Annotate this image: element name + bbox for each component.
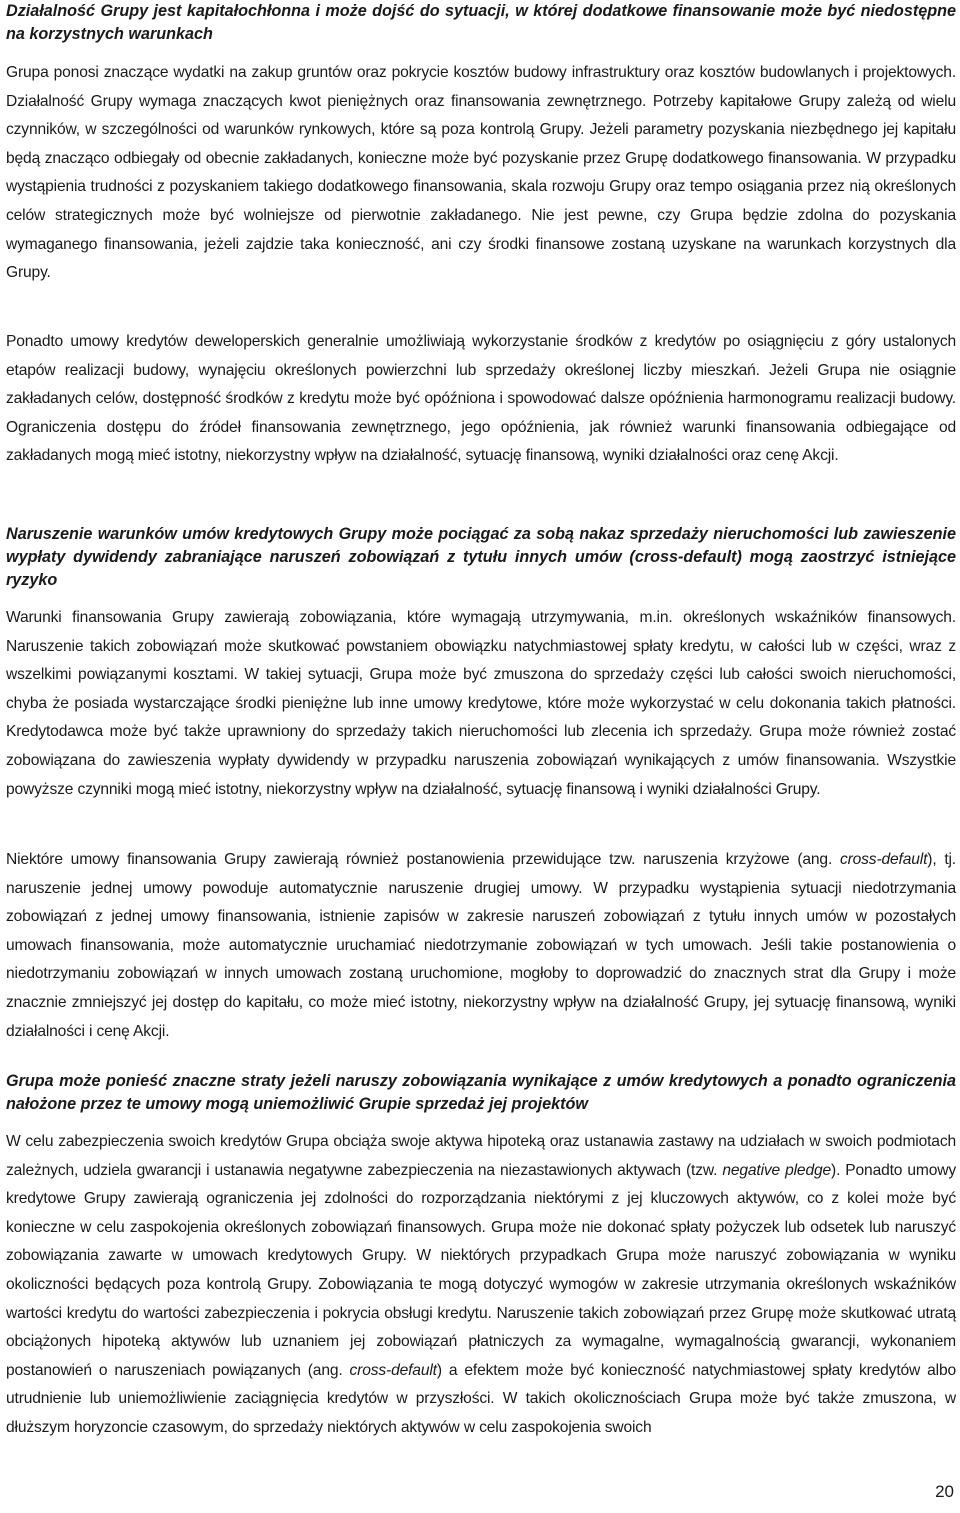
section-heading-losses-on-breach: Grupa może ponieść znaczne straty jeżeli naruszy zobowiązania wynikające z umów kredytowych a ponadto ograniczenia nałożone przez te umowy mogą uniemożliwić Grupie sprzedaż jej projektów — [6, 1072, 956, 1113]
text-run: Warunki finansowania Grupy zawierają zobowiązania, które wymagają utrzymywania, m.in. określonych wskaźników finansowych. Naruszenie takich zobowiązań może skutkować powstaniem obowiązku natychmiastowej spłaty kredytu, w całości lub w części, wraz z wszelkimi powiązanymi kosztami. W takiej sytuacji, Grupa może być zmuszona do sprzedaży części lub całości swoich nieruchomości, chyba że posiada wystarczające środki pieniężne lub inne umowy kredytowe, które może wykorzystać w celu dokonania takich płatności. Kredytodawca może być także uprawniony do sprzedaży takich nieruchomości lub zlecenia ich sprzedaży. Grupa może również zostać zobowiązana do zawieszenia wypłaty dywidendy w przypadku naruszenia zobowiązań wynikających z umów finansowania. Wszystkie powyższe czynniki mogą mieć istotny, niekorzystny wpływ na działalność, sytuację finansową i wyniki działalności Grupy. — [6, 609, 956, 798]
body-paragraph — [6, 328, 956, 471]
body-paragraph — [6, 846, 956, 1046]
body-paragraph — [6, 1128, 956, 1443]
italic-term: cross-default — [349, 1361, 437, 1379]
text-run: Grupa ponosi znaczące wydatki na zakup gruntów oraz pokrycie kosztów budowy infrastruktury oraz kosztów budowlanych i projektowych. Działalność Grupy wymaga znaczących kwot pieniężnych oraz finansowania zewnętrznego. Potrzeby kapitałowe Grupy zależą od wielu czynników, w szczególności od warunków rynkowych, które są poza kontrolą Grupy. Jeżeli parametry pozyskania niezbędnego jej kapitału będą znacząco odbiegały od obecnie zakładanych, konieczne może być pozyskanie przez Grupę dodatkowego finansowania. W przypadku wystąpienia trudności z pozyskaniem takiego dodatkowego finansowania, skala rozwoju Grupy oraz tempo osiągania przez nią określonych celów strategicznych może być wolniejsze od pierwotnie zakładanego. Nie jest pewne, czy Grupa będzie zdolna do pozyskania wymaganego finansowania, jeżeli zajdzie taka konieczność, ani czy środki finansowe zostaną uzyskane na warunkach korzystnych dla Grupy. — [6, 64, 956, 282]
section-heading-credit-covenants: Naruszenie warunków umów kredytowych Grupy może pociągać za sobą nakaz sprzedaży nieruchomości lub zawieszenie wypłaty dywidendy zabraniające naruszeń zobowiązań z tytułu innych umów (cross-default) mogą zaostrzyć istniejące ryzyko — [6, 525, 956, 589]
text-run: ). Ponadto umowy kredytowe Grupy zawierają ograniczenia jej zdolności do rozporządzania niektórymi z jej kluczowych aktywów, co z kolei może być konieczne w celu zaspokojenia określonych zobowiązań finansowych. Grupa może nie dokonać spłaty pożyczek lub odsetek lub naruszyć zobowiązania zawarte w umowach kredytowych Grupy. W niektórych przypadkach Grupa może naruszyć zobowiązania w wyniku okoliczności będących poza kontrolą Grupy. Zobowiązania te mogą dotyczyć wymogów w zakresie utrzymania określonych wskaźników wartości kredytu do wartości zabezpieczenia i pokrycia obsługi kredytu. Naruszenie takich zobowiązań przez Grupę może skutkować utratą obciążonych hipoteką aktywów lub uznaniem jej zobowiązań płatniczych za wymagalne, wymagalnością gwarancji, wykonaniem postanowień o naruszeniach powiązanych (ang. — [6, 1161, 956, 1379]
text-run: Niektóre umowy finansowania Grupy zawierają również postanowienia przewidujące tzw. naruszenia krzyżowe (ang. — [6, 851, 840, 868]
body-paragraph — [6, 604, 956, 804]
italic-term: cross-default — [839, 851, 928, 868]
italic-term: negative pledge — [722, 1161, 832, 1179]
text-run: ) a efektem może być konieczność natychmiastowej spłaty kredytów albo utrudnienie lub uniemożliwienie zaciągnięcia kredytów w przyszłości. W takich okolicznościach Grupa może być także zmuszona, w dłuższym horyzoncie czasowym, do sprzedaży niektórych aktywów w celu zaspokojenia swoich — [6, 1361, 956, 1436]
page-number: 20 — [935, 1482, 954, 1501]
body-paragraph — [6, 59, 956, 288]
text-run: Ponadto umowy kredytów deweloperskich generalnie umożliwiają wykorzystanie środków z kredytów po osiągnięciu z góry ustalonych etapów realizacji budowy, wynajęciu określonych powierzchni lub sprzedaży określonej liczby mieszkań. Jeżeli Grupa nie osiągnie zakładanych celów, dostępność środków z kredytu może być opóźniona i spowodować dalsze opóźnienia harmonogramu realizacji budowy. Ograniczenia dostępu do źródeł finansowania zewnętrznego, jego opóźnienia, jak również warunki finansowania odbiegające od zakładanych mogą mieć istotny, niekorzystny wpływ na działalność, sytuację finansową, wyniki działalności oraz cenę Akcji. — [6, 333, 956, 465]
text-run: W celu zabezpieczenia swoich kredytów Grupa obciąża swoje aktywa hipoteką oraz ustanawia zastawy na udziałach w swoich podmiotach zależnych, udziela gwarancji i ustanawia negatywne zabezpieczenia na niezastawionych aktywach (tzw. — [6, 1133, 956, 1179]
text-run: ), tj. naruszenie jednej umowy powoduje automatycznie naruszenie drugiej umowy. W przypadku wystąpienia sytuacji niedotrzymania zobowiązań z jednej umowy finansowania, istnienie zapisów w zakresie naruszeń zobowiązań z tytułu innych umów w pozostałych umowach finansowania, może automatycznie uruchamiać niedotrzymanie zobowiązań w tych umowach. Jeśli takie postanowienia o niedotrzymaniu zobowiązań w innych umowach zostaną uruchomione, mogłoby to doprowadzić do znacznych strat dla Grupy i może znacznie zmniejszyć jej dostęp do kapitału, co może mieć istotny, niekorzystny wpływ na działalność Grupy, jej sytuację finansową, wyniki działalności i cenę Akcji. — [6, 851, 956, 1040]
section-heading-capital-intensity: Działalność Grupy jest kapitałochłonna i może dojść do sytuacji, w której dodatkowe finansowanie może być niedostępne na korzystnych warunkach — [6, 2, 956, 43]
